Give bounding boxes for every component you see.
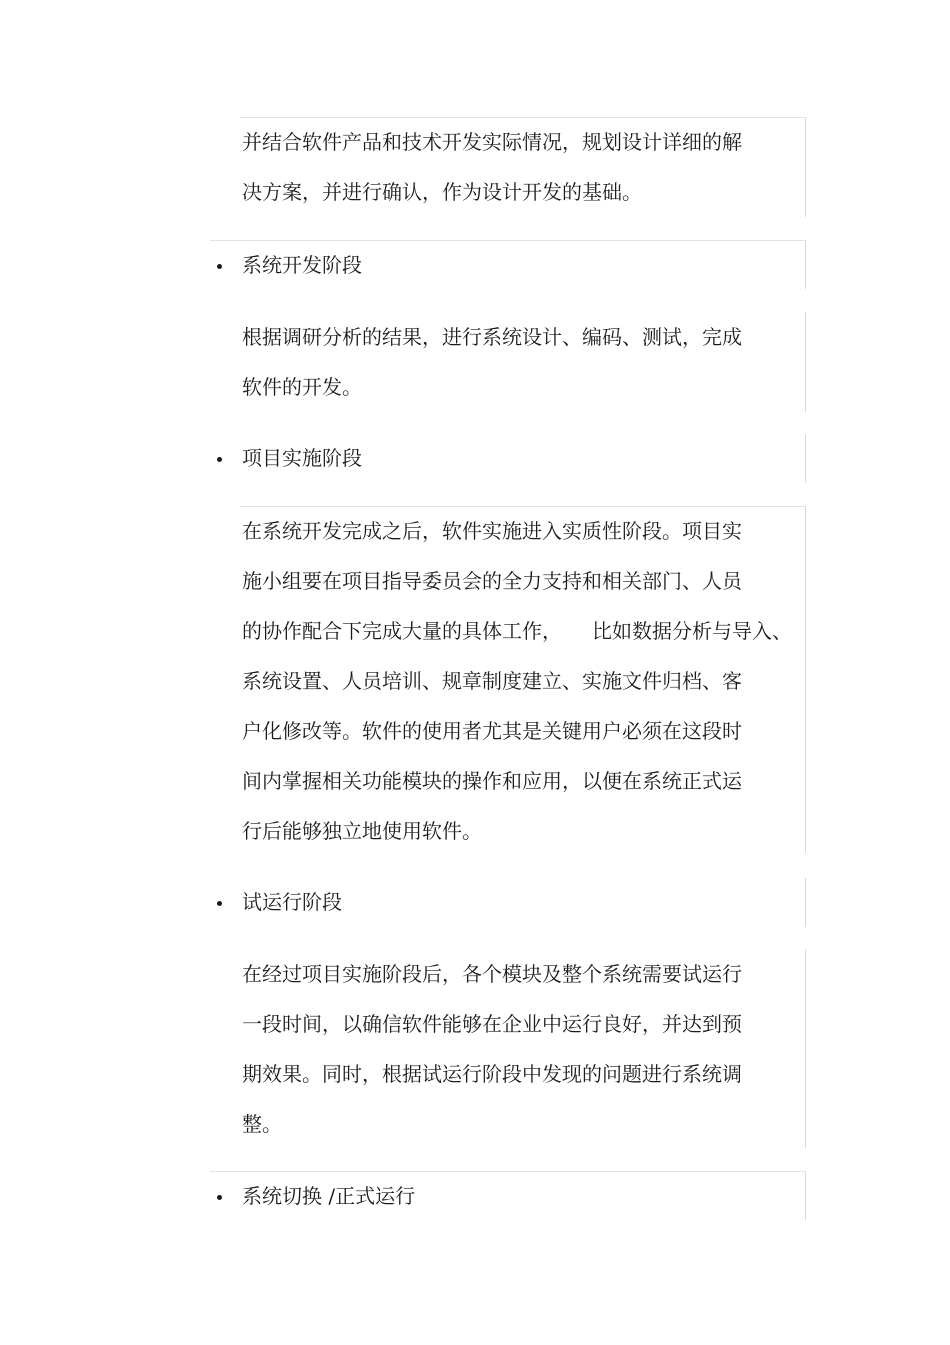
list-item-row bbox=[210, 241, 805, 289]
paragraph-line: 在系统开发完成之后，软件实施进入实质性阶段。项目实 bbox=[242, 519, 742, 543]
list-item-row bbox=[210, 878, 805, 926]
paragraph-line: 行后能够独立地使用软件。 bbox=[242, 819, 482, 843]
paragraph-text bbox=[240, 506, 805, 856]
list-item-system-development bbox=[210, 240, 806, 289]
paragraph-line: 一段时间，以确信软件能够在企业中运行良好，并达到预 bbox=[242, 1012, 742, 1036]
paragraph-line: 决方案，并进行确认，作为设计开发的基础。 bbox=[242, 180, 642, 204]
paragraph-system-development bbox=[240, 312, 806, 412]
paragraph-line: 软件的开发。 bbox=[242, 375, 362, 399]
paragraph-line: 系统设置、人员培训、规章制度建立、实施文件归档、客 bbox=[242, 669, 742, 693]
bullet-icon bbox=[217, 264, 222, 269]
bullet-icon bbox=[217, 901, 222, 906]
list-item-project-implementation bbox=[210, 434, 806, 483]
paragraph-trial-run bbox=[240, 949, 806, 1148]
paragraph-line: 户化修改等。软件的使用者尤其是关键用户必须在这段时 bbox=[242, 719, 742, 743]
list-item-row bbox=[210, 434, 805, 482]
paragraph-line: 间内掌握相关功能模块的操作和应用，以便在系统正式运 bbox=[242, 769, 742, 793]
paragraph-line: 施小组要在项目指导委员会的全力支持和相关部门、人员 bbox=[242, 569, 742, 593]
paragraph-text bbox=[240, 312, 805, 412]
bullet-icon bbox=[217, 1195, 222, 1200]
paragraph-line: 期效果。同时，根据试运行阶段中发现的问题进行系统调 bbox=[242, 1062, 742, 1086]
section-heading: 项目实施阶段 bbox=[242, 446, 362, 470]
paragraph-text bbox=[240, 949, 805, 1149]
paragraph-line: 并结合软件产品和技术开发实际情况，规划设计详细的解 bbox=[242, 130, 742, 154]
section-heading: 系统切换 /正式运行 bbox=[242, 1184, 416, 1208]
list-item-trial-run bbox=[210, 878, 806, 927]
paragraph-design-plan bbox=[240, 117, 806, 217]
list-item-row bbox=[210, 1172, 805, 1220]
bullet-icon bbox=[217, 457, 222, 462]
paragraph-line: 的协作配合下完成大量的具体工作， 比如数据分析与导入、 bbox=[242, 619, 792, 643]
section-heading: 系统开发阶段 bbox=[242, 253, 362, 277]
paragraph-text bbox=[240, 117, 805, 217]
section-heading: 试运行阶段 bbox=[242, 890, 342, 914]
paragraph-line: 在经过项目实施阶段后，各个模块及整个系统需要试运行 bbox=[242, 962, 742, 986]
paragraph-line: 整。 bbox=[242, 1112, 282, 1136]
paragraph-project-implementation bbox=[240, 506, 806, 853]
paragraph-line: 根据调研分析的结果，进行系统设计、编码、测试，完成 bbox=[242, 325, 742, 349]
list-item-system-switchover bbox=[210, 1171, 806, 1220]
